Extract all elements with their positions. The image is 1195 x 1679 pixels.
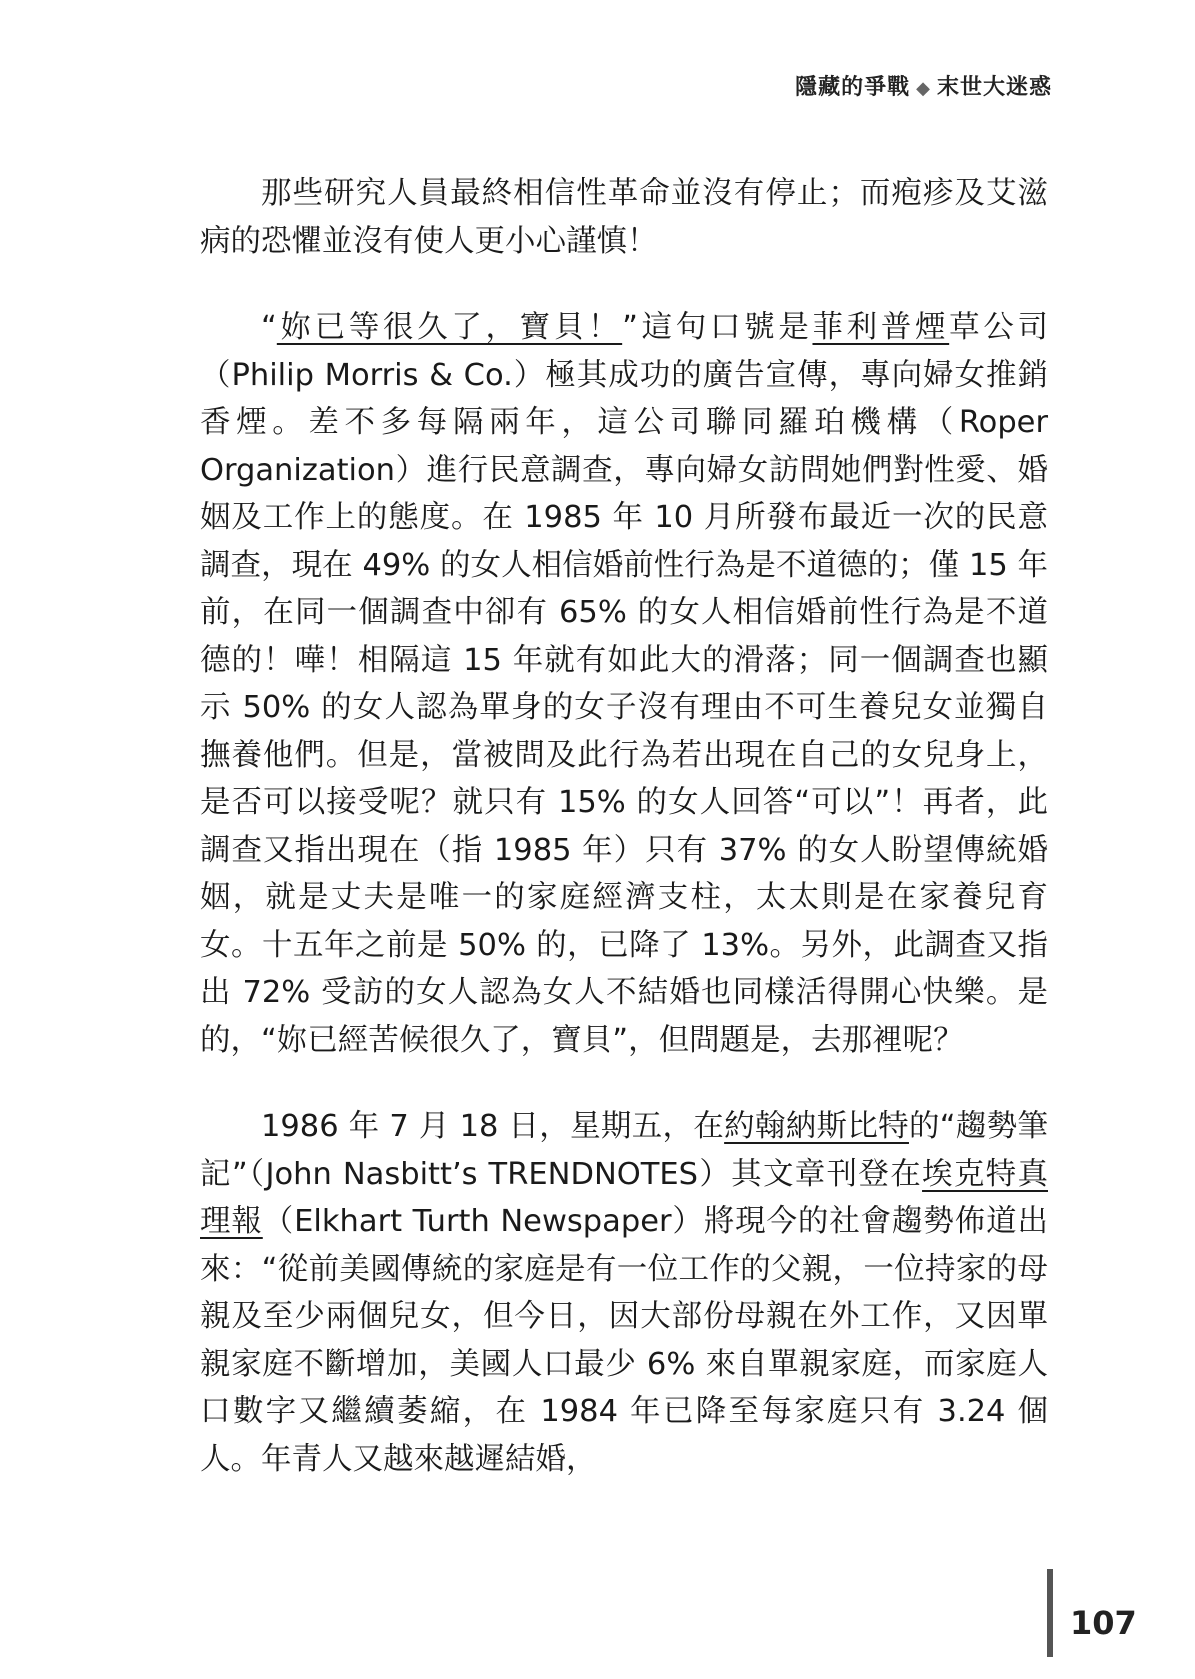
text-segment: 那些研究人員最終相信性革命並沒有停止；而疱疹及艾滋病的恐懼並沒有使人更小心謹慎！ (200, 176, 1048, 259)
text-segment: ”這句口號是 (622, 310, 813, 345)
page-number: 107 (1070, 1604, 1137, 1642)
text-segment: 1986 年 7 月 18 日，星期五，在 (261, 1109, 725, 1144)
text-segment: 草公司（Philip Morris & Co.）極其成功的廣告宣傳，專向婦女推銷香煙。差不多每隔兩年，這公司聯同羅珀機構（Roper Organization）進行民意調查，專向婦女訪問她們對性愛、婚姻及工作上的態度。在 1985 年 10 月所發布最近一次的民意調查，現在 49% 的女人相信婚前性行為是不道德的；僅 15 年前，在同一個調查中卻有 65% 的女人相信婚前性行為是不道德的！嘩！相隔這 15 年就有如此大的滑落；同一個調查也顯示 50% 的女人認為單身的女子沒有理由不可生養兒女並獨自撫養他們。但是，當被問及此行為若出現在自己的女兒身上，是否可以接受呢？就只有 15% 的女人回答“可以”！再者，此調查又指出現在（指 1985 年）只有 37% 的女人盼望傳統婚姻，就是丈夫是唯一的家庭經濟支柱，太太則是在家養兒育女。十五年之前是 50% 的，已降了 13%。另外，此調查又指出 72% 受訪的女人認為女人不結婚也同樣活得開心快樂。是的，“妳已經苦候很久了，寶貝”，但問題是，去那裡呢？ (200, 310, 1049, 1058)
paragraph-2 (200, 304, 1048, 1064)
text-segment: （Elkhart Turth Newspaper）將現今的社會趨勢佈道出來：“從前美國傳統的家庭是有一位工作的父親，一位持家的母親及至少兩個兒女，但今日，因大部份母親在外工作，又因單親家庭不斷增加，美國人口最少 6% 來自單親家庭，而家庭人口數字又繼續萎縮，在 1984 年已降至每家庭只有 3.24 個人。年青人又越來越遲結婚， (200, 1204, 1049, 1477)
newspaper-name-underlined: 埃克特真理報 (200, 1156, 1048, 1239)
paragraph-3 (200, 1103, 1048, 1483)
paragraph-1 (200, 170, 1048, 265)
slogan-underlined: 妳已等很久了，寶貝！ (276, 310, 623, 345)
chapter-title: 末世大迷惑 (936, 75, 1052, 100)
company-name-underlined: 菲利普煙 (812, 310, 950, 345)
diamond-separator-icon: ◆ (916, 78, 931, 99)
folio-bar (1047, 1569, 1053, 1657)
body-text (200, 170, 1048, 1483)
book-title: 隱藏的爭戰 (795, 75, 911, 100)
text-segment: 的“趨勢筆記”（John Nasbitt’s TRENDNOTES）其文章刊登在 (200, 1109, 1048, 1192)
running-head (795, 70, 1052, 101)
person-name-underlined: 約翰納斯比特 (724, 1109, 909, 1144)
text-segment: “ (261, 310, 277, 345)
